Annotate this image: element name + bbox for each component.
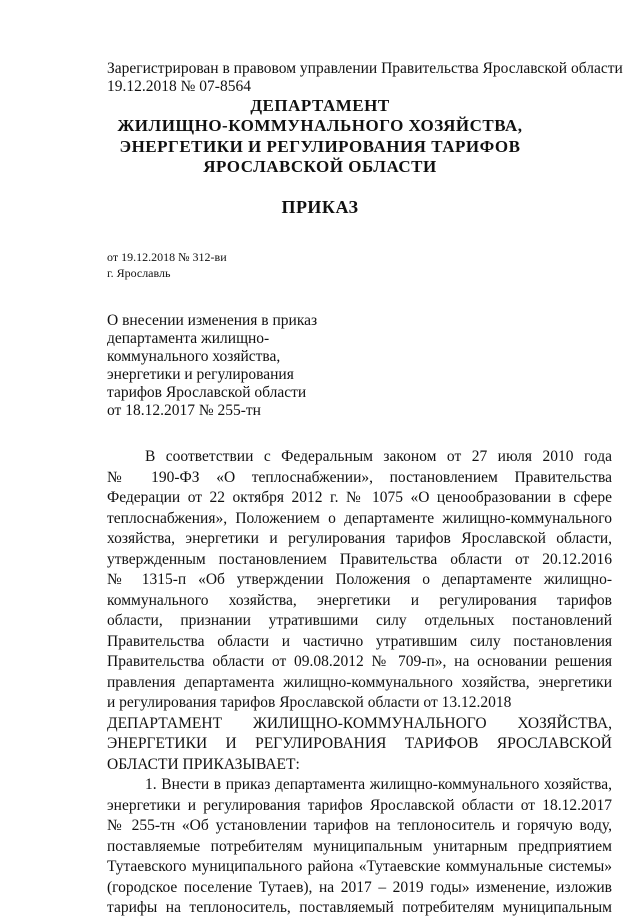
body-line: правления департамента жилищно-коммунального хозяйства, энергетики [107, 673, 612, 691]
subject-line: тарифов Ярославской области [107, 384, 307, 401]
subject-line: от 18.12.2017 № 255-тн [107, 402, 261, 419]
body-line: № 190-ФЗ «О теплоснабжении», постановлением Правительства [107, 468, 612, 486]
body-line: поставляемые потребителям муниципальным унитарным предприятием [107, 837, 612, 855]
department-title-line3: ЭНЕРГЕТИКИ И РЕГУЛИРОВАНИЯ ТАРИФОВ [119, 137, 521, 156]
body-line: (городское поселение Тутаев), на 2017 – 2019 годы» изменение, изложив [107, 878, 612, 896]
order-city: г. Ярославль [107, 266, 171, 280]
subject-line: О внесении изменения в приказ [107, 312, 318, 329]
order-body-text [107, 447, 612, 919]
body-line: и регулирования тарифов Ярославской области от 13.12.2018 [107, 694, 512, 711]
body-line: № 255-тн «Об установлении тарифов на теплоноситель и горячую воду, [107, 817, 612, 834]
registration-note-line2: 19.12.2018 № 07-8564 [107, 78, 251, 95]
department-title-line2: ЖИЛИЩНО-КОММУНАЛЬНОГО ХОЗЯЙСТВА, [117, 116, 523, 135]
body-line: хозяйства, энергетики и регулирования тарифов Ярославской области, [107, 530, 612, 547]
body-line: ОБЛАСТИ ПРИКАЗЫВАЕТ: [107, 755, 300, 773]
body-line: В соответствии с Федеральным законом от 27 июля 2010 года [145, 448, 612, 465]
body-line: тарифы на теплоноситель, поставляемый потребителям муниципальным [107, 899, 612, 916]
body-line: № 1315-п «Об утверждении Положения о департаменте жилищно- [107, 571, 612, 588]
document-type-title: ПРИКАЗ [281, 197, 359, 217]
order-date-number: от 19.12.2018 № 312-ви [107, 250, 227, 264]
subject-line: энергетики и регулирования [107, 366, 294, 383]
department-title-line1: ДЕПАРТАМЕНТ [250, 96, 390, 115]
body-line: коммунального хозяйства, энергетики и регулирования тарифов [107, 591, 612, 609]
body-line: 1. Внести в приказ департамента жилищно-коммунального хозяйства, [145, 776, 612, 793]
subject-line: коммунального хозяйства, [107, 348, 281, 365]
body-line: энергетики и регулирования тарифов Ярославской области от 18.12.2017 [107, 796, 612, 814]
body-line: области, признании утратившими силу отдельных постановлений [107, 612, 612, 629]
body-line: Правительства области и частично утратившим силу постановления [107, 632, 612, 650]
body-line: Тутаевского муниципального района «Тутаевские коммунальные системы» [107, 858, 612, 875]
registration-note-line1: Зарегистрирован в правовом управлении Правительства Ярославской области [107, 60, 623, 77]
body-line: ЭНЕРГЕТИКИ И РЕГУЛИРОВАНИЯ ТАРИФОВ ЯРОСЛАВСКОЙ [107, 735, 612, 752]
body-line: теплоснабжения», Положением о департаменте жилищно-коммунального [107, 509, 612, 527]
subject-line: департамента жилищно- [107, 330, 270, 347]
body-line: Федерации от 22 октября 2012 г. № 1075 «О ценообразовании в сфере [107, 489, 612, 506]
body-line: Правительства области от 09.08.2012 № 709-п», на основании решения [107, 653, 612, 670]
body-line: утвержденным постановлением Правительства области от 20.12.2016 [107, 550, 612, 568]
department-title-line4: ЯРОСЛАВСКОЙ ОБЛАСТИ [203, 157, 437, 176]
body-line: ДЕПАРТАМЕНТ ЖИЛИЩНО-КОММУНАЛЬНОГО ХОЗЯЙСТВА, [107, 714, 612, 732]
